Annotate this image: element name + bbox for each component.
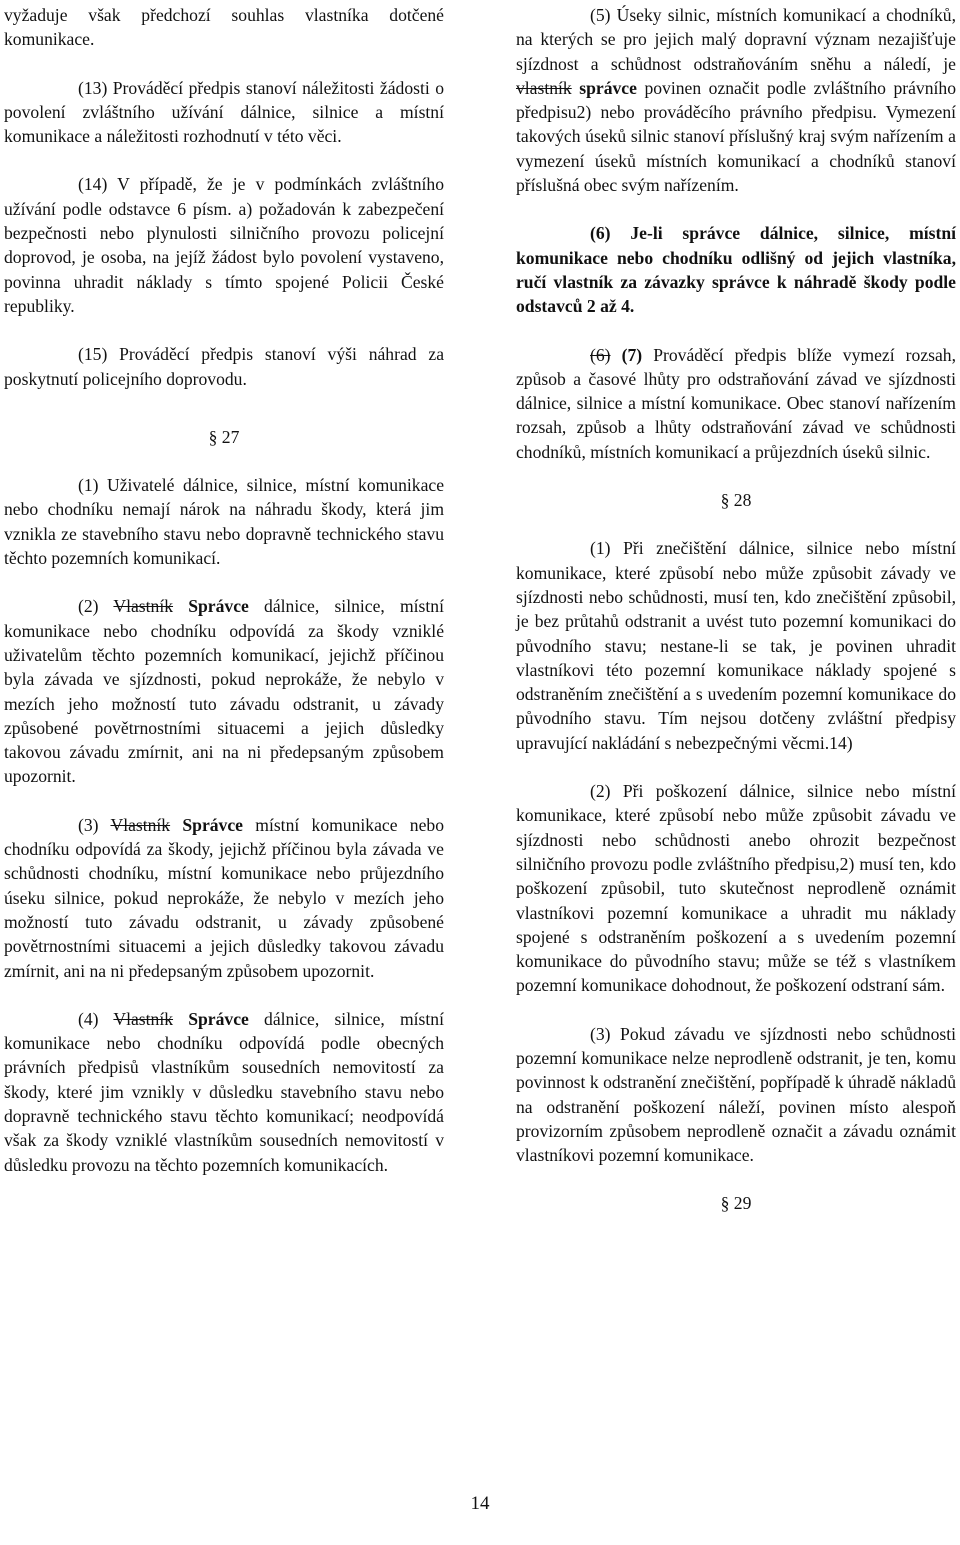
- amendment-text: Prováděcí předpis blíže vymezí rozsah, způsob a časové lhůty pro odstraňování závad ve sjízdnosti dálnice, silnice a místní komunikace. Obec stanoví nařízením rozsah, způsob a lhůty odstraňování závad ve schůdnosti chodníků, místních komunikací a průjezdních úseků silnic.: [516, 344, 956, 462]
- amendment-text: (5) Úseky silnic, místních komunikací a chodníků, na kterých se pro jejich malý dopravní význam nezajišťuje sjízdnost a schůdnost odstraňováním sněhu a náledí, je: [516, 5, 956, 74]
- section-28-paragraph-3: (3) Pokud závadu ve sjízdnosti nebo schůdnosti pozemní komunikace nelze neprodleně odstranit, je ten, komu povinnost k odstranění znečištění, popřípadě k úhradě nákladů na odstranění poškození náleží, povinen místo alespoň provizorním způsobem neprodleně označit a závadu oznámit vlastníkovi pozemní komunikace.: [516, 1023, 956, 1166]
- section-27-paragraph-3: [4, 813, 444, 983]
- amendment-text: povinen označit podle zvláštního právního předpisu2) nebo prováděcího právního předpisu. Vymezení takových úseků silnic stanoví příslušný kraj svým nařízením a vymezení úseků místních komunikací a chodníků stanoví příslušná obec svým nařízením.: [516, 77, 956, 196]
- deleted-text: Vlastník: [113, 1008, 174, 1029]
- paragraph-15: (15) Prováděcí předpis stanoví výši náhrad za poskytnutí policejního doprovodu.: [4, 344, 444, 389]
- inserted-text: Správce: [173, 1008, 249, 1029]
- left-column: [4, 3, 444, 1177]
- deleted-text: vlastník: [516, 77, 572, 98]
- inserted-text: (7): [610, 344, 643, 365]
- paragraph-14: (14) V případě, že je v podmínkách zvláštního užívání podle odstavce 6 písm. a) požadován k zabezpečení bezpečnosti nebo plynulosti silničního provozu policejní doprovod, je osoba, na jejíž žádost bylo povolení vystaveno, povinna uhradit náklady s tímto spojené Policii České republiky.: [4, 174, 444, 316]
- paragraph-6-inserted: (6) Je-li správce dálnice, silnice, místní komunikace nebo chodníku odlišný od jejich vlastníka, ručí vlastník za závazky správce k náhradě škody podle odstavců 2 až 4.: [516, 223, 956, 317]
- section-28-paragraph-1: (1) Při znečištění dálnice, silnice nebo místní komunikace, které způsobí nebo může způsobit závady ve sjízdnosti nebo schůdnosti, musí ten, kdo znečištění způsobil, je bez průtahů odstranit a uvést tuto pozemní komunikaci do původního stavu; nestane-li se tak, je povinen uhradit vlastníkovi této pozemní komunikace náklady spojené s odstraněním znečištění a s uvedením pozemní komunikace do původního stavu. Tím nejsou dotčeny zvláštní předpisy upravující nakládání s nebezpečnými věcmi.14): [516, 538, 956, 753]
- section-27-paragraph-4: [4, 1007, 444, 1177]
- section-27-paragraph-1: (1) Uživatelé dálnice, silnice, místní komunikace nebo chodníku nemají nárok na náhradu škody, která jim vznikla ze stavebního stavu nebo dopravně technického stavu těchto pozemních komunikací.: [4, 475, 444, 569]
- amendment-text: dálnice, silnice, místní komunikace nebo chodníku odpovídá podle obecných právních předpisů vlastníkům sousedních nemovitostí za škody, které jim vznikly v důsledku stavebního stavu nebo dopravně technického stavu těchto komunikací; neodpovídá však za škody vzniklé vlastníkům sousedních nemovitostí v důsledku provozu na těchto pozemních komunikacích.: [4, 1008, 444, 1175]
- amendment-text: (3): [78, 814, 111, 835]
- paragraph-7: [516, 343, 956, 464]
- inserted-text: Správce: [170, 814, 243, 835]
- amendment-text: místní komunikace nebo chodníku odpovídá za škody, jejichž příčinou byla závada ve schůdnosti chodníku, místní komunikace nebo průjezdního úseku silnice, pokud neprokáže, že nebylo v mezích jeho možností tuto závadu odstranit, u závady způsobené povětrnostními situacemi a jejich důsledky takovou závadu zmírnit, ani na ni předepsaným způsobem upozornit.: [4, 814, 444, 981]
- amendment-text: dálnice, silnice, místní komunikace nebo chodníku odpovídá za škody vzniklé uživatelům těchto pozemních komunikací, jejichž příčinou byla závada ve sjízdnosti, pokud neprokáže, že nebylo v mezích jeho možností tuto závadu odstranit, u závady způsobené povětrnostními situacemi a jejich důsledky takovou závadu zmírnit, ani na ni předepsaným způsobem upozornit.: [4, 596, 444, 787]
- page-number: 14: [470, 1493, 490, 1514]
- inserted-text: správce: [571, 77, 637, 98]
- deleted-text: Vlastník: [113, 596, 174, 617]
- paragraph-intro: vyžaduje však předchozí souhlas vlastníka dotčené komunikace.: [4, 5, 444, 50]
- paragraph-5: [516, 3, 956, 197]
- deleted-text: Vlastník: [110, 814, 171, 835]
- amendment-text: (4): [78, 1008, 114, 1029]
- inserted-text: Správce: [173, 596, 249, 617]
- section-heading-29: § 29: [720, 1193, 752, 1214]
- deleted-text: (6): [590, 344, 611, 365]
- section-28-paragraph-2: (2) Při poškození dálnice, silnice nebo místní komunikace, které způsobí nebo může způsobit závadu ve sjízdnosti nebo schůdnosti anebo ohrozit bezpečnost silničního provozu podle zvláštního předpisu,2) musí ten, kdo poškození způsobil, tuto skutečnost neprodleně oznámit vlastníkovi pozemní komunikace a uhradit mu náklady spojené s odstraněním poškození a s uvedením pozemní komunikace do původního stavu; může se též s vlastníkem pozemní komunikace dohodnout, že poškození odstraní sám.: [516, 781, 956, 996]
- amendment-text: (2): [78, 596, 114, 617]
- section-27-paragraph-2: [4, 594, 444, 788]
- section-heading-28: § 28: [720, 490, 752, 511]
- paragraph-13: (13) Prováděcí předpis stanoví náležitosti žádosti o povolení zvláštního užívání dálnice, silnice a místní komunikace a náležitosti rozhodnutí v této věci.: [4, 77, 444, 147]
- right-column: [516, 3, 956, 1216]
- section-heading-27: § 27: [208, 426, 240, 447]
